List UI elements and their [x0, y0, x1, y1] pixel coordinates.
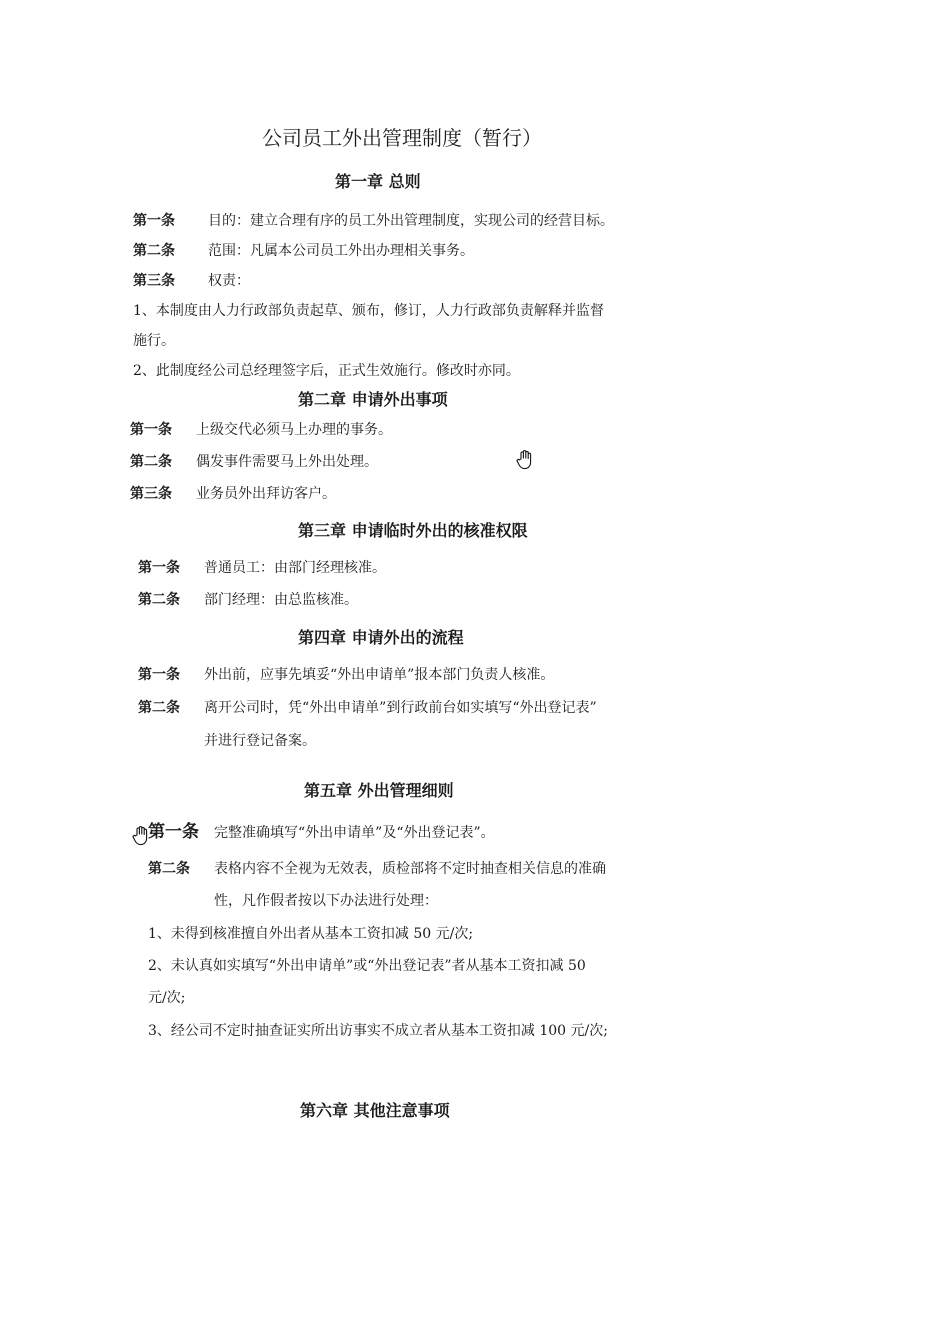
ch2-article-2-text: 偶发事件需要马上外出处理。 [196, 454, 378, 470]
ch4-article-1-text: 外出前，应事先填妥“外出申请单”报本部门负责人核准。 [204, 667, 555, 683]
ch5-article-2-line-2: 性，凡作假者按以下办法进行处理： [214, 893, 438, 909]
ch5-article-1-text: 完整准确填写“外出申请单”及“外出登记表”。 [214, 825, 495, 841]
ch3-article-1-text: 普通员工：由部门经理核准。 [204, 560, 386, 576]
chapter-6-heading: 第六章 其他注意事项 [300, 1101, 450, 1120]
chapter-5-heading: 第五章 外出管理细则 [304, 781, 454, 800]
ch5-article-2-line-1: 表格内容不全视为无效表，质检部将不定时抽查相关信息的准确 [214, 861, 606, 877]
ch1-item-1-line-1: 1、本制度由人力行政部负责起草、颁布，修订，人力行政部负责解释并监督 [133, 303, 604, 319]
chapter-3-heading: 第三章 申请临时外出的核准权限 [298, 521, 528, 540]
ch1-article-1-text: 目的：建立合理有序的员工外出管理制度，实现公司的经营目标。 [208, 213, 614, 229]
page-title: 公司员工外出管理制度（暂行） [262, 126, 542, 150]
ch1-article-3-text: 权责： [208, 273, 250, 289]
ch3-article-2-text: 部门经理：由总监核准。 [204, 592, 358, 608]
ch1-article-1-label: 第一条 [133, 213, 175, 229]
ch2-article-3-text: 业务员外出拜访客户。 [196, 486, 336, 502]
ch4-article-2-line-2: 并进行登记备案。 [204, 733, 316, 749]
ch1-article-2-label: 第二条 [133, 243, 175, 259]
chapter-2-heading: 第二章 申请外出事项 [298, 390, 448, 409]
hand-cursor-icon [516, 450, 534, 470]
ch3-article-1-label: 第一条 [138, 560, 180, 576]
ch5-item-2-line-1: 2、未认真如实填写“外出申请单”或“外出登记表”者从基本工资扣减 50 [148, 958, 586, 974]
ch4-article-2-label: 第二条 [138, 700, 180, 716]
ch1-item-1-line-2: 施行。 [133, 333, 175, 349]
ch5-article-2-label: 第二条 [148, 861, 190, 877]
ch5-item-1: 1、未得到核准擅自外出者从基本工资扣减 50 元/次; [148, 926, 474, 942]
chapter-1-heading: 第一章 总则 [335, 172, 421, 191]
ch5-item-2-line-2: 元/次; [148, 990, 186, 1006]
ch4-article-2-line-1: 离开公司时，凭“外出申请单”到行政前台如实填写“外出登记表” [204, 700, 597, 716]
ch1-article-3-label: 第三条 [133, 273, 175, 289]
ch3-article-2-label: 第二条 [138, 592, 180, 608]
ch2-article-1-text: 上级交代必须马上办理的事务。 [196, 422, 392, 438]
ch5-item-3: 3、经公司不定时抽查证实所出访事实不成立者从基本工资扣减 100 元/次; [148, 1023, 608, 1039]
ch2-article-1-label: 第一条 [130, 422, 172, 438]
ch4-article-1-label: 第一条 [138, 667, 180, 683]
ch5-article-1-label: 第一条 [148, 822, 199, 842]
ch1-article-2-text: 范围：凡属本公司员工外出办理相关事务。 [208, 243, 474, 259]
ch2-article-2-label: 第二条 [130, 454, 172, 470]
ch1-item-2: 2、此制度经公司总经理签字后，正式生效施行。修改时亦同。 [133, 363, 520, 379]
chapter-4-heading: 第四章 申请外出的流程 [298, 628, 464, 647]
ch2-article-3-label: 第三条 [130, 486, 172, 502]
